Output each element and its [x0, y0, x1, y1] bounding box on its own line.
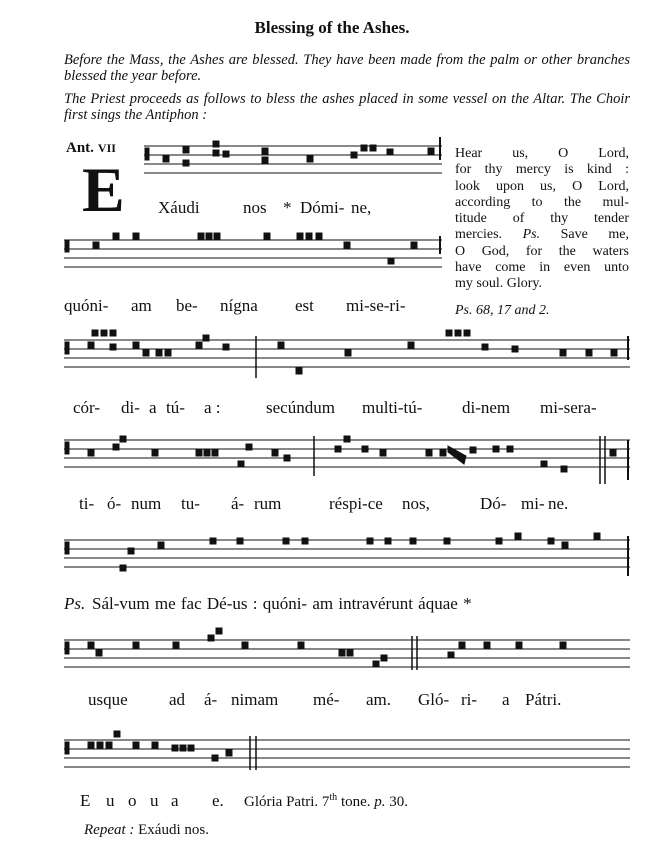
lyric: á- — [204, 690, 218, 709]
lyric: nos — [243, 198, 267, 217]
staff-7 — [64, 731, 630, 770]
staff-5 — [64, 533, 630, 576]
lyric: tu- — [181, 494, 200, 513]
repeat-instruction: Repeat : Exáudi nos. — [84, 822, 209, 838]
lyric: nimam — [231, 690, 279, 709]
translation-line: O God, for the waters — [455, 243, 629, 259]
rubric-1: Before the Mass, the Ashes are blessed. They have been made from the palm or other branches blessed the year before. — [64, 52, 630, 84]
lyric: mé- — [313, 690, 340, 709]
lyric: am — [131, 296, 152, 315]
euouae-syllable: a — [171, 791, 179, 810]
lyric: num — [131, 494, 162, 513]
staff-4 — [64, 436, 630, 484]
antiphon-mode: VII — [97, 141, 116, 155]
antiphon-word: Ant. — [66, 140, 94, 156]
translation-line: titude of thy tender — [455, 211, 629, 227]
lyric: mi-sera- — [540, 398, 597, 417]
lyric: Dómi- — [300, 198, 345, 217]
lyric: ti- — [79, 494, 95, 513]
lyric: réspi-ce — [329, 494, 383, 513]
ps-label: Ps. — [522, 227, 541, 243]
translation-line: according to the mul- — [455, 194, 629, 210]
lyric: Pátri. — [525, 690, 562, 709]
lyric: ri- — [461, 690, 478, 709]
translation-line: have come in even unto — [455, 260, 629, 276]
lyric: secúndum — [266, 398, 335, 417]
euouae-syllable: u — [150, 791, 159, 810]
euouae-syllable: u — [106, 791, 115, 810]
euouae-syllable: o — [128, 791, 137, 810]
lyric: ó- — [107, 494, 122, 513]
translation-line: for thy mercy is kind : — [455, 162, 629, 178]
lyric: ad — [169, 690, 186, 709]
staff-3 — [64, 330, 630, 378]
lyric: a : — [204, 398, 221, 417]
translation-line: my soul. Glory. — [455, 276, 542, 292]
lyric: mi- — [521, 494, 545, 513]
lyric: Xáudi — [158, 198, 200, 217]
euouae-syllable: E — [80, 791, 91, 810]
page-title: Blessing of the Ashes. — [254, 18, 410, 37]
lyric-ps-label: Ps. — [64, 594, 86, 613]
lyric: mi-se-ri- — [346, 296, 406, 315]
lyric: quóni- — [64, 296, 109, 315]
lyric: am. — [366, 690, 392, 709]
rubric-2: The Priest proceeds as follows to bless the ashes placed in some vessel on the Altar. The Choir first sings the Antiphon : — [64, 91, 630, 123]
lyric: ne, — [351, 198, 372, 217]
lyric: usque — [88, 690, 128, 709]
staff-6 — [64, 628, 630, 670]
initial-letter: E — [82, 154, 125, 225]
lyric: Dó- — [480, 494, 507, 513]
lyric: est — [295, 296, 314, 315]
lyric: cór- — [73, 398, 101, 417]
lyric: tú- — [166, 398, 185, 417]
lyric: be- — [176, 296, 198, 315]
lyric: ne. — [548, 494, 569, 513]
translation-line: Hear us, O Lord, — [455, 146, 629, 161]
staff-2 — [64, 233, 442, 267]
lyric: * — [283, 198, 292, 217]
lyric: a — [149, 398, 157, 417]
lyric: di- — [121, 398, 140, 417]
staff-1 — [144, 137, 442, 173]
lyric: nos, — [402, 494, 430, 513]
lyric: Gló- — [418, 690, 450, 709]
psalm-reference: Ps. 68, 17 and 2. — [455, 303, 550, 318]
gloria-reference: Glória Patri. 7th tone. p. 30. — [244, 792, 409, 810]
lyric: multi-tú- — [362, 398, 423, 417]
euouae-syllable: e. — [212, 791, 224, 810]
lyric: di-nem — [462, 398, 511, 417]
translation-line-mixed: mercies. Ps. Save me, — [455, 227, 629, 243]
lyric: a — [502, 690, 510, 709]
lyric: nígna — [220, 296, 258, 315]
lyric: Sál-vum me fac Dé-us : quóni- am intravérunt áquae * — [92, 594, 472, 613]
lyric: rum — [254, 494, 282, 513]
translation-line: look upon us, O Lord, — [455, 178, 629, 194]
lyric: á- — [231, 494, 245, 513]
